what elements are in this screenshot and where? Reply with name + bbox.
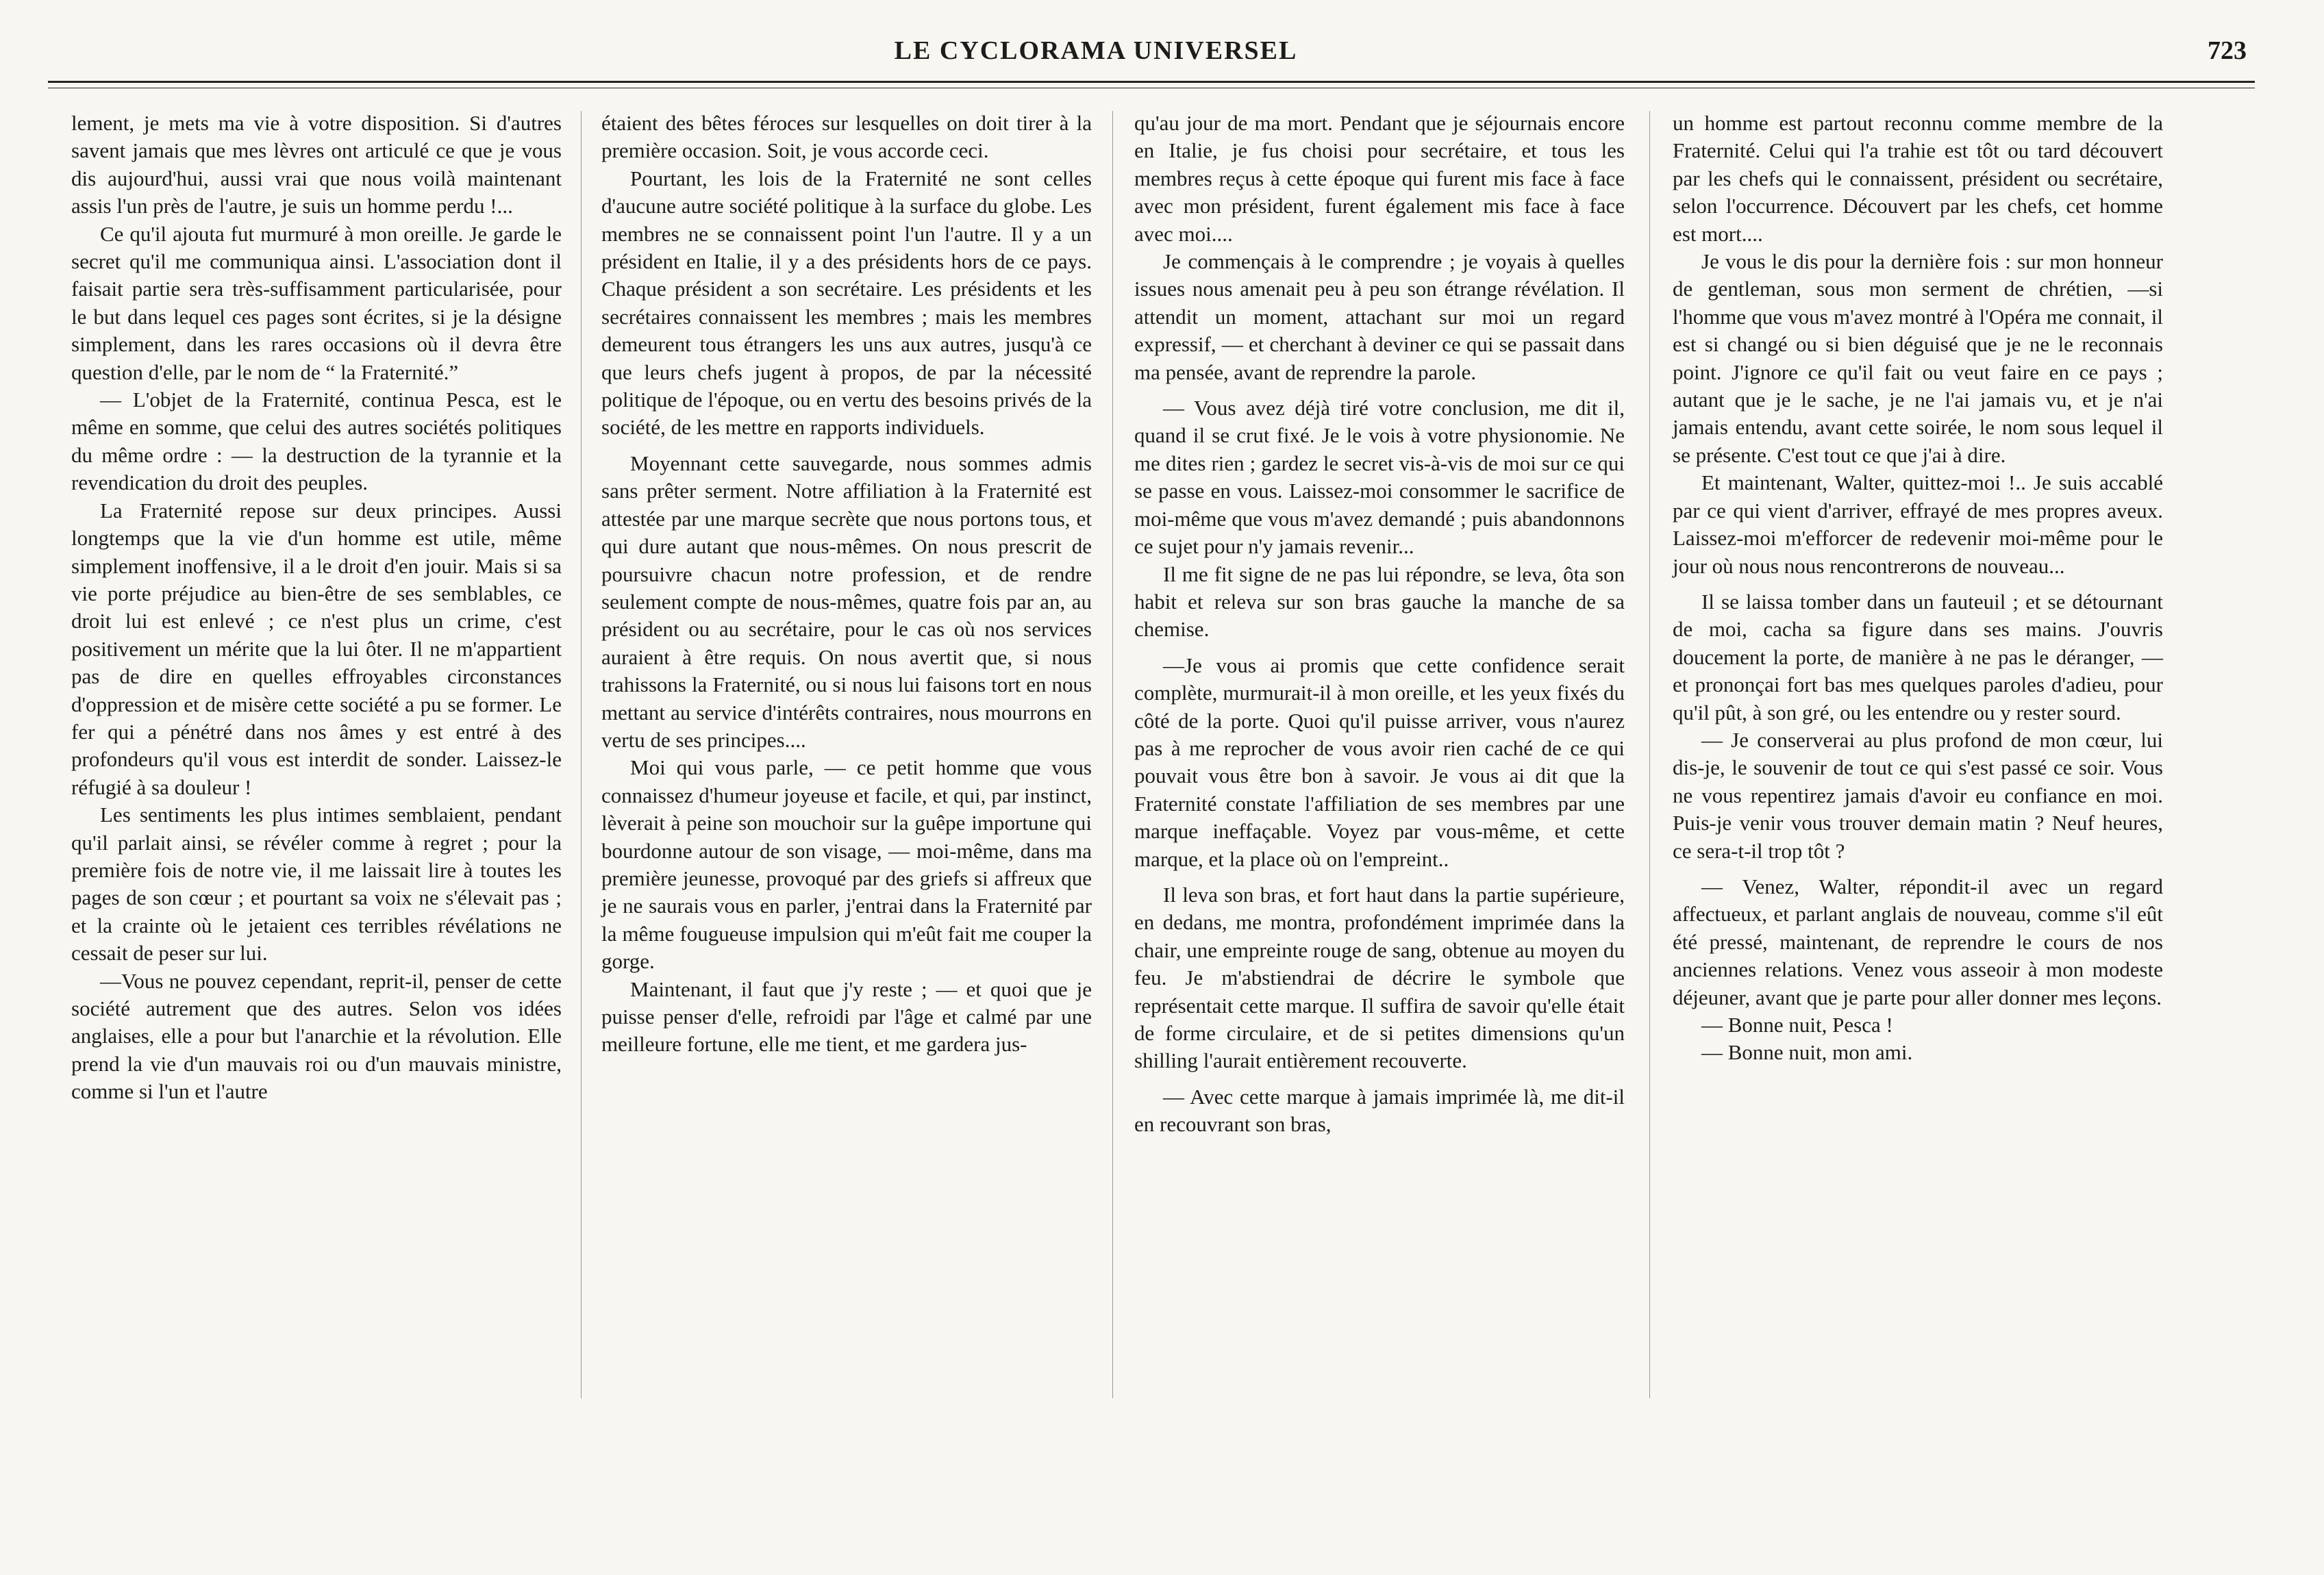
paragraph: Et maintenant, Walter, quittez-moi !.. Je suis accablé par ce qui vient d'arriver, effrayé de mes propres aveux. Laissez-moi m'efforcer de redevenir moi-même pour le jour où nous nous rencontrerons de nouveau... (1673, 470, 2163, 578)
text-column-4 (1673, 110, 2163, 1067)
paragraph: — Avec cette marque à jamais imprimée là, me dit-il en recouvrant son bras, (1134, 1084, 1625, 1137)
paragraph: —Je vous ai promis que cette confidence serait complète, murmurait-il à mon oreille, et les yeux fixés du côté de la porte. Quoi qu'il puisse arriver, vous n'aurez pas à me reprocher de vous avoir rien caché de ce qui pouvait vous être bon à savoir. Je vous ai dit que la Fraternité constate l'affiliation de ses membres par une marque ineffaçable. Voyez par vous-même, et cette marque, et la place où on l'empreint.. (1134, 653, 1625, 871)
paragraph: — Je conserverai au plus profond de mon cœur, lui dis-je, le souvenir de tout ce qui s'est passé ce soir. Vous ne vous repentirez jamais d'avoir eu confiance en moi. Puis-je venir vous trouver demain matin ? Neuf heures, ce sera-t-il trop tôt ? (1673, 727, 2163, 863)
column-divider (1649, 111, 1650, 1398)
paragraph: Ce qu'il ajouta fut murmuré à mon oreille. Je garde le secret qu'il me communiqua ainsi. L'association dont il faisait partie sera très-suffisamment particularisée, pour le but dans lequel ces pages sont écrites, si je la désigne simplement, dans les rares occasions où il devra être question d'elle, par le nom de “ la Fraternité.” (71, 221, 562, 384)
paragraph: lement, je mets ma vie à votre disposition. Si d'autres savent jamais que mes lèvres ont articulé ce que je vous dis aujourd'hui, aussi vrai que nous voilà maintenant assis l'un près de l'autre, je suis un homme perdu !... (71, 111, 562, 218)
column-divider (1112, 111, 1113, 1398)
paragraph: qu'au jour de ma mort. Pendant que je séjournais encore en Italie, je fus choisi pour secrétaire, et tous les membres reçus à cette époque qui furent mis face à face avec mon président, furent également mis face à face avec moi.... (1134, 111, 1625, 246)
paragraph: La Fraternité repose sur deux principes. Aussi longtemps que la vie d'un homme est utile, même simplement inoffensive, il a le droit d'en jouir. Mais si sa vie porte préjudice au bien-être de ses semblables, ce droit lui est enlevé ; ce n'est plus un crime, c'est positivement un mérite que la lui ôter. Il ne m'appartient pas de dire en quelles effroyables circonstances d'oppression et de misère cette société a pu se former. Le fer qui a pénétré dans nos âmes y est entré à des profondeurs qu'il vous est interdit de sonder. Laissez-le réfugié à sa douleur ! (71, 498, 562, 799)
paragraph: Pourtant, les lois de la Fraternité ne sont celles d'aucune autre société politique à la surface du globe. Les membres ne se connaissent point l'un l'autre. Il y a un président en Italie, il y a des présidents hors de ce pays. Chaque président a son secrétaire. Les présidents et les secrétaires connaissent les membres ; mais les membres demeurent tous étrangers les uns aux autres, jusqu'à ce que leurs chefs jugent à propos, de par la nécessité politique de l'époque, ou en vertu des besoins privés de la société, de les mettre en rapports individuels. (601, 166, 1092, 440)
paragraph: étaient des bêtes féroces sur lesquelles on doit tirer à la première occasion. Soit, je vous accorde ceci. (601, 111, 1092, 163)
paragraph: Je commençais à le comprendre ; je voyais à quelles issues nous amenait peu à peu son étrange révélation. Il attendit un moment, attachant sur moi un regard expressif, — et cherchant à deviner ce qui se passait dans ma pensée, avant de reprendre la parole. (1134, 249, 1625, 384)
page-number: 723 (2208, 36, 2247, 65)
paragraph: — L'objet de la Fraternité, continua Pesca, est le même en somme, que celui des autres sociétés politiques du même ordre : — la destruction de la tyrannie et la revendication du droit des peuples. (71, 388, 562, 495)
header-rule-thick (48, 81, 2255, 83)
paragraph: Maintenant, il faut que j'y reste ; — et quoi que je puisse penser d'elle, refroidi par l'âge et calmé par une meilleure fortune, elle me tient, et me gardera jus- (601, 977, 1092, 1057)
paragraph: Il leva son bras, et fort haut dans la partie supérieure, en dedans, me montra, profondément imprimée dans la chair, une empreinte rouge de sang, obtenue au moyen du feu. Je m'abstiendrai de décrire le symbole que représentait cette marque. Il suffira de savoir qu'elle était de forme circulaire, et de si petites dimensions qu'un shilling l'aurait entièrement recouverte. (1134, 882, 1625, 1073)
paragraph: Les sentiments les plus intimes semblaient, pendant qu'il parlait ainsi, se révéler comme à regret ; pour la première fois de notre vie, il me laissait lire à toutes les pages de son cœur ; et pourtant sa voix ne s'élevait pas ; et la crainte où le jetaient ces terribles révélations ne cessait de peser sur lui. (71, 803, 562, 966)
paragraph: —Vous ne pouvez cependant, reprit-il, penser de cette société autrement que des autres. Selon vos idées anglaises, elle a pour but l'anarchie et la révolution. Elle prend la vie d'un mauvais roi ou d'un mauvais ministre, comme si l'un et l'autre (71, 968, 562, 1104)
paragraph: — Vous avez déjà tiré votre conclusion, me dit il, quand il se crut fixé. Je le vois à votre physionomie. Ne me dites rien ; gardez le secret vis-à-vis de moi sur ce qui se passe en vous. Laissez-moi consommer le sacrifice de moi-même que vous m'avez demandé ; puis abandonnons ce sujet pour n'y jamais revenir... (1134, 396, 1625, 559)
paragraph: Il se laissa tomber dans un fauteuil ; et se détournant de moi, cacha sa figure dans ses mains. J'ouvris doucement la porte, de manière à ne pas le déranger, — et prononçai fort bas mes quelques paroles d'adieu, pour qu'il pût, à son gré, ou les entendre ou y rester sourd. (1673, 589, 2163, 724)
paragraph: — Bonne nuit, mon ami. (1701, 1040, 1913, 1065)
paragraph: un homme est partout reconnu comme membre de la Fraternité. Celui qui l'a trahie est tôt ou tard découvert par les chefs qui le connaissent, président ou secrétaire, selon l'occurrence. Découvert par les chefs, cet homme est mort.... (1673, 111, 2163, 246)
paragraph: — Venez, Walter, répondit-il avec un regard affectueux, et parlant anglais de nouveau, comme s'il eût été pressé, maintenant, de reprendre le cours de nos anciennes relations. Venez vous asseoir à mon modeste déjeuner, avant que je parte pour aller donner mes leçons. (1673, 874, 2163, 1009)
text-column-1 (71, 110, 562, 1106)
paragraph: Moyennant cette sauvegarde, nous sommes admis sans prêter serment. Notre affiliation à la Fraternité est attestée par une marque secrète que nous portons tous, et qui dure autant que nous-mêmes. On nous prescrit de poursuivre chacun notre profession, et de rendre seulement compte de nous-mêmes, quatre fois par an, au président ou au secrétaire, pour le cas où nos services auraient à être requis. On nous avertit que, si nous trahissons la Fraternité, ou si nous lui faisons tort en nous mettant au service d'intérêts contraires, nous mourrons en vertu de ses principes.... (601, 451, 1092, 752)
paragraph: Moi qui vous parle, — ce petit homme que vous connaissez d'humeur joyeuse et facile, et qui, par instinct, lèverait à peine son mouchoir sur la guêpe importune qui bourdonne autour de son visage, — moi-même, dans ma première jeunesse, provoqué par des griefs si affreux que je ne saurais vous en parler, j'entrai dans la Fraternité par la même fougueuse impulsion qui m'eût fait me couper la gorge. (601, 755, 1092, 974)
text-column-2 (601, 110, 1092, 1059)
column-divider (581, 111, 582, 1398)
paragraph: Il me fit signe de ne pas lui répondre, se leva, ôta son habit et releva sur son bras gauche la manche de sa chemise. (1134, 562, 1625, 642)
paragraph: — Bonne nuit, Pesca ! (1701, 1013, 1893, 1037)
paragraph: Je vous le dis pour la dernière fois : sur mon honneur de gentleman, sous mon serment de chrétien, —si l'homme que vous m'avez montré à l'Opéra me connait, il est si changé ou si bien déguisé que je ne le reconnais point. J'ignore ce qu'il fait ou veut faire en ce pays ; autant que je le sache, je ne l'ai jamais vu, et je n'ai jamais entendu, avant cette soirée, le nom sous lequel il se présente. C'est tout ce que j'ai à dire. (1673, 249, 2163, 467)
text-column-3 (1134, 110, 1625, 1139)
masthead-title: LE CYCLORAMA UNIVERSEL (894, 36, 1298, 65)
